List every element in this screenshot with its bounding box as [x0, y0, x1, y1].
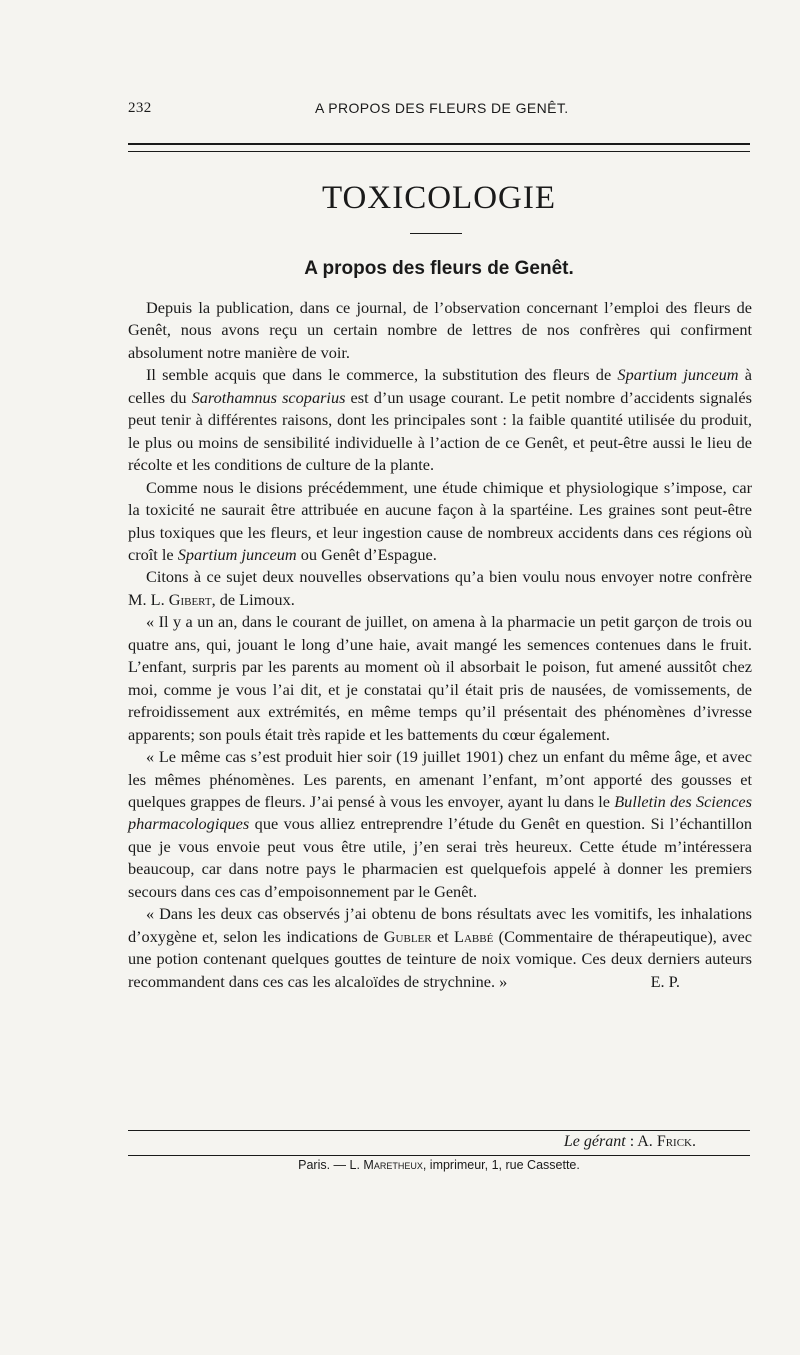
running-title: A PROPOS DES FLEURS DE GENÊT.	[315, 100, 569, 116]
section-title: TOXICOLOGIE	[321, 180, 557, 216]
footer-rule	[128, 1130, 750, 1131]
paragraph-4: Citons à ce sujet deux nouvelles observations qu’a bien voulu nous envoyer notre confrère M. L. Gibert, de Limoux.	[128, 567, 752, 609]
article-body	[128, 297, 752, 993]
paragraph-3: Comme nous le disions précédemment, une étude chimique et physiologique s’impose, car la toxicité ne saurait être attribuée en aucune façon à la spartéine. Les graines sont peut-être plus toxiques que les fleurs, et leur ingestion cause de nombreux accidents dans ces régions où croît le Spartium junceum ou Genêt d’Espague.	[128, 477, 752, 564]
title-divider	[410, 233, 462, 234]
printer-imprint: Paris. — L. Maretheux, imprimeur, 1, rue Cassette.	[298, 1158, 580, 1172]
author-name: Gibert	[168, 589, 212, 609]
article-title: A propos des fleurs de Genêt.	[304, 258, 574, 279]
paragraph-1: Depuis la publication, dans ce journal, de l’observation concernant l’emploi des fleurs de Genêt, nous avons reçu un certain nombre de lettres de nos confrères qui confirment absolument notre manière de voir.	[128, 298, 752, 362]
paragraph-5: « Il y a un an, dans le courant de juillet, on amena à la pharmacie un petit garçon de trois ou quatre ans, qui, jouant le long d’une haie, avait mangé les semences contenues dans le fruit. L’enfant, surpris par les parents au moment où il absorbait le poison, fut amené aussitôt chez moi, comme je vous l’ai dit, et je constatai qu’il était pris de nausées, de vomissements, de refroidissement aux extrémités, en même temps qu’il présentait des phénomènes d’ivresse apparents; son pouls était très rapide et les battements du cœur également.	[128, 612, 752, 744]
paragraph-6: « Le même cas s’est produit hier soir (19 juillet 1901) chez un enfant du même âge, et avec les mêmes phénomènes. Les parents, en amenant l’enfant, m’ont apporté des gousses et quelques grappes de fleurs. J’ai pensé à vous les envoyer, ayant lu dans le Bulletin des Sciences pharmacologiques que vous alliez entreprendre l’étude du Genêt en question. Si l’échantillon que je vous envoie peut vous être utile, j’en serai très heureux. Cette étude m’intéressera beaucoup, car dans notre pays le pharmacien est quelquefois appelé à donner les premiers secours dans ces cas d’empoisonnement par le Genêt.	[128, 747, 752, 901]
page-number: 232	[128, 100, 152, 116]
author-name: Gubler	[383, 926, 432, 946]
author-initials: E. P.	[650, 971, 680, 991]
author-name: Labbé	[454, 926, 494, 946]
species-name: Sarothamnus scoparius	[191, 387, 346, 407]
journal-name: Bulletin des Sciences pharmacologiques	[128, 791, 752, 834]
page-header	[128, 98, 750, 122]
gerant-name: Frick	[656, 1133, 692, 1150]
paragraph-2: Il semble acquis que dans le commerce, la substitution des fleurs de Spartium junceum à celles du Sarothamnus scoparius est d’un usage courant. Le petit nombre d’accidents signalés peut tenir à différentes raisons, dont les principales sont : la faible quantité utilisée du produit, le plus ou moins de sensibilité individuelle à l’action de ce Genêt, et peut-être aussi le lieu de récolte et les conditions de culture de la plante.	[128, 365, 752, 475]
footer-rule-2	[128, 1155, 750, 1156]
printer-name: Maretheux	[363, 1158, 423, 1172]
species-name: Spartium junceum	[177, 544, 297, 564]
header-double-rule	[128, 143, 750, 152]
species-name: Spartium junceum	[617, 365, 739, 385]
gerant-line: Le gérant : A. Frick.	[563, 1133, 696, 1150]
paragraph-7: « Dans les deux cas observés j’ai obtenu de bons résultats avec les vomitifs, les inhalations d’oxygène et, selon les indications de Gubler et Labbé (Commentaire de thérapeutique), avec une potion contenant quelques gouttes de teinture de noix vomique. Ces deux derniers auteurs recommandent dans ces cas les alcaloïdes de strychnine. » E. P.	[128, 903, 752, 993]
